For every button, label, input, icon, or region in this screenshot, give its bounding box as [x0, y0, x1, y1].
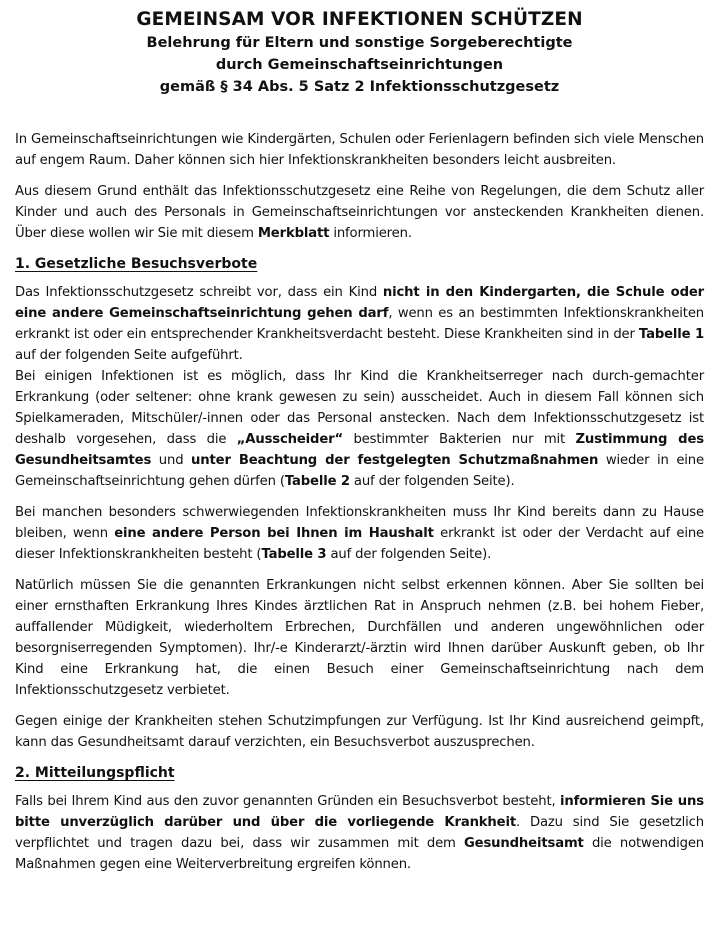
text-run: . Dazu sind Sie gesetzlich verpflichtet und tragen dazu bei, dass wir zusammen mit dem — [15, 815, 704, 851]
text-run: Falls bei Ihrem Kind aus den zuvor genannten Gründen ein Besuchsverbot besteht, — [15, 794, 560, 809]
section1-paragraph-1 — [15, 282, 704, 366]
text-run: Bei einigen Infektionen ist es möglich, dass Ihr Kind die Krankheitserreger nach durch-gemachter Erkrankung (oder seltener: ohne krank gewesen zu sein) ausscheidet. Auch in diesem Fall können sich Spielkameraden, Mitschüler/-innen oder das Personal anstecken. Nach dem Infektionsschutzgesetz ist deshalb vorgesehen, dass die — [15, 369, 704, 447]
text-run: auf der folgenden Seite). — [349, 474, 515, 489]
document-header — [15, 8, 704, 98]
emphasis-merkblatt: Merkblatt — [257, 226, 330, 241]
section2-paragraph-1 — [15, 791, 704, 875]
emphasis-tabelle-1: Tabelle 1 — [638, 327, 704, 342]
emphasis-text: nicht in den Kindergarten, die Schule oder eine andere Gemeinschaftseinrichtung gehen darf — [15, 285, 705, 321]
emphasis-text: eine andere Person bei Ihnen im Haushalt — [114, 526, 434, 541]
text-run: Das Infektionsschutzgesetz schreibt vor, dass ein Kind — [15, 285, 383, 300]
emphasis-text: informieren Sie uns bitte unverzüglich darüber und über die vorliegende Krankheit — [15, 794, 704, 830]
text-run: erkrankt ist oder der Verdacht auf eine dieser Infektionskrankheiten besteht ( — [15, 526, 705, 562]
emphasis-text: Zustimmung des Gesundheitsamtes — [15, 432, 704, 468]
emphasis-gesundheitsamt: Gesundheitsamt — [464, 836, 584, 851]
text-run: wieder in eine Gemeinschaftseinrichtung gehen dürfen ( — [15, 453, 704, 489]
document-title: GEMEINSAM VOR INFEKTIONEN SCHÜTZEN — [136, 9, 583, 30]
emphasis-text: unter Beachtung der festgelegten Schutzmaßnahmen — [191, 453, 599, 468]
text-run: , wenn es an bestimmten Infektionskrankheiten erkrankt ist oder ein entsprechender Krankheitsverdacht besteht. Diese Krankheiten sind in der — [15, 306, 704, 342]
text-run: die notwendigen Maßnahmen gegen eine Weiterverbreitung ergreifen können. — [15, 836, 704, 872]
section1-paragraph-4: Natürlich müssen Sie die genannten Erkrankungen nicht selbst erkennen können. Aber Sie sollten bei einer ernsthaften Erkrankung Ihres Kindes ärztlichen Rat in Anspruch nehmen (z.B. bei hohem Fieber, auffallender Müdigkeit, wiederholtem Erbrechen, Durchfällen und anderen ungewöhnlichen oder besorgniserregenden Symptomen). Ihr/-e Kinderarzt/-ärztin wird Ihnen darüber Auskunft geben, ob Ihr Kind eine Erkrankung hat, die einen Besuch einer Gemeinschaftseinrichtung nach dem Infektionsschutzgesetz verbietet. — [15, 578, 704, 698]
text-run: Bei manchen besonders schwerwiegenden Infektionskrankheiten muss Ihr Kind bereits dann zu Hause bleiben, wenn — [15, 505, 704, 541]
text-run: und — [151, 453, 192, 468]
section-heading-besuchsverbote: 1. Gesetzliche Besuchsverbote — [15, 256, 258, 272]
emphasis-tabelle-3: Tabelle 3 — [261, 547, 327, 562]
section1-paragraph-2 — [15, 366, 704, 492]
emphasis-ausscheider: „Ausscheider“ — [236, 432, 344, 447]
emphasis-tabelle-2: Tabelle 2 — [284, 474, 350, 489]
text-run: auf der folgenden Seite). — [326, 547, 492, 562]
document-subtitle-2: durch Gemeinschaftseinrichtungen — [215, 57, 504, 73]
text-run: informieren. — [329, 226, 412, 241]
section1-paragraph-5: Gegen einige der Krankheiten stehen Schutzimpfungen zur Verfügung. Ist Ihr Kind ausreichend geimpft, kann das Gesundheitsamt darauf verzichten, ein Besuchsverbot auszusprechen. — [15, 714, 704, 750]
document-subtitle-1: Belehrung für Eltern und sonstige Sorgeberechtigte — [146, 35, 573, 51]
document-subtitle-3: gemäß § 34 Abs. 5 Satz 2 Infektionsschutzgesetz — [159, 79, 560, 95]
intro-paragraph-2 — [15, 181, 704, 244]
intro-paragraph-1: In Gemeinschaftseinrichtungen wie Kindergärten, Schulen oder Ferienlagern befinden sich viele Menschen auf engem Raum. Daher können sich hier Infektionskrankheiten besonders leicht ausbreiten. — [15, 132, 704, 168]
text-run: auf der folgenden Seite aufgeführt. — [15, 348, 243, 363]
section-heading-mitteilungspflicht: 2. Mitteilungspflicht — [15, 765, 175, 781]
section1-paragraph-3 — [15, 502, 704, 565]
text-run: bestimmter Bakterien nur mit — [343, 432, 576, 447]
text-run: Aus diesem Grund enthält das Infektionsschutzgesetz eine Reihe von Regelungen, die dem Schutz aller Kinder und auch des Personals in Gemeinschaftseinrichtungen vor ansteckenden Krankheiten dienen. Über diese wollen wir Sie mit diesem — [15, 184, 704, 241]
